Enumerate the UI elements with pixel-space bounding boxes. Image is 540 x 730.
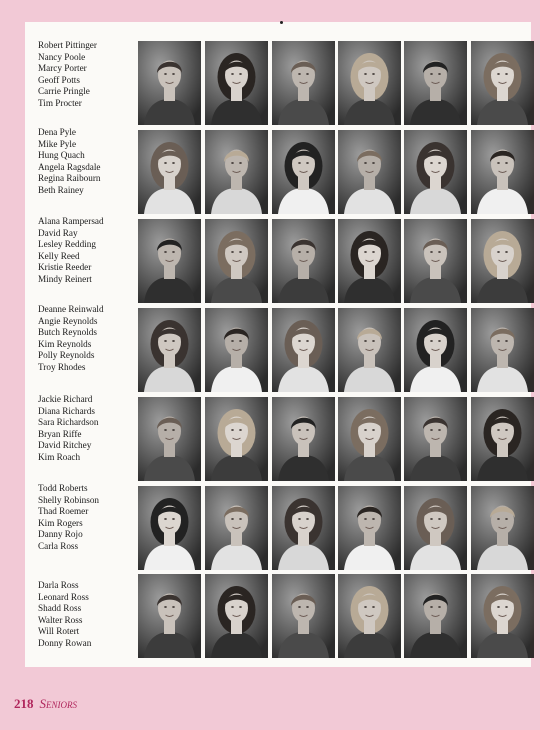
student-name: Mindy Reinert — [38, 273, 92, 284]
page-number: 218 — [14, 696, 34, 711]
portrait-photo — [404, 486, 467, 570]
portrait-photo — [471, 486, 534, 570]
student-name: Donny Rowan — [38, 637, 92, 648]
student-name: Darla Ross — [38, 580, 79, 590]
portrait-photo — [138, 574, 201, 658]
student-name: Kelly Reed — [38, 250, 80, 261]
student-name: Jackie Richard — [38, 394, 93, 404]
name-group-row-2 — [38, 127, 101, 197]
portrait-photo — [272, 219, 335, 303]
student-name: David Ray — [38, 227, 78, 238]
student-name: Walter Ross — [38, 614, 83, 625]
student-name: Nancy Poole — [38, 51, 86, 62]
student-name: Deanne Reinwald — [38, 304, 104, 314]
student-name: Butch Reynolds — [38, 327, 97, 338]
portrait-photo — [338, 574, 401, 658]
student-name: Tim Procter — [38, 97, 82, 108]
student-name: Geoff Potts — [38, 74, 80, 85]
portrait-photo — [272, 41, 335, 125]
student-name: Kim Reynolds — [38, 338, 92, 349]
student-name: Beth Rainey — [38, 184, 84, 195]
portrait-photo — [272, 486, 335, 570]
student-name: Kim Rogers — [38, 517, 83, 528]
portrait-photo — [138, 130, 201, 214]
student-name: Carla Ross — [38, 540, 79, 551]
portrait-photo — [471, 41, 534, 125]
student-name: Troy Rhodes — [38, 361, 86, 372]
portrait-photo — [205, 486, 268, 570]
portrait-photo — [471, 574, 534, 658]
portrait-photo — [404, 219, 467, 303]
student-name: Kristie Reeder — [38, 262, 92, 273]
name-group-row-4 — [38, 304, 104, 374]
name-group-row-3 — [38, 216, 104, 286]
name-group-row-7 — [38, 580, 91, 650]
student-name: Polly Reynolds — [38, 350, 95, 361]
portrait-photo — [471, 219, 534, 303]
student-name: Carrie Pringle — [38, 86, 90, 97]
portrait-photo — [205, 130, 268, 214]
portrait-photo — [138, 308, 201, 392]
name-group-row-6 — [38, 483, 99, 553]
student-name: Bryan Riffe — [38, 428, 82, 439]
student-name: Dena Pyle — [38, 127, 77, 137]
portrait-photo — [338, 397, 401, 481]
student-name: Leonard Ross — [38, 591, 89, 602]
student-name: Lesley Redding — [38, 239, 96, 250]
name-group-row-5 — [38, 394, 98, 464]
name-group-row-1 — [38, 40, 97, 110]
student-name: Kim Roach — [38, 451, 81, 462]
portrait-photo — [205, 574, 268, 658]
student-name: Thad Roemer — [38, 506, 89, 517]
portrait-photo — [471, 308, 534, 392]
student-name: Mike Pyle — [38, 138, 77, 149]
portrait-photo — [272, 308, 335, 392]
portrait-photo — [471, 130, 534, 214]
portrait-photo — [338, 130, 401, 214]
portrait-photo — [138, 397, 201, 481]
student-name: Angie Reynolds — [38, 315, 98, 326]
student-name: Robert Pittinger — [38, 40, 97, 50]
portrait-photo — [338, 41, 401, 125]
section-title: Seniors — [39, 696, 77, 711]
portrait-photo — [338, 219, 401, 303]
student-name: Shadd Ross — [38, 603, 82, 614]
portrait-photo — [205, 219, 268, 303]
portrait-photo — [404, 130, 467, 214]
portrait-photo — [138, 41, 201, 125]
portrait-photo — [138, 219, 201, 303]
portrait-photo — [205, 308, 268, 392]
student-name: Sara Richardson — [38, 417, 99, 428]
portrait-photo — [205, 397, 268, 481]
student-name: Angela Ragsdale — [38, 161, 101, 172]
student-name: Shelly Robinson — [38, 494, 100, 505]
page-footer — [14, 696, 77, 712]
student-name: Alana Rampersad — [38, 216, 104, 226]
student-name: Regina Raibourn — [38, 173, 101, 184]
portrait-photo — [338, 308, 401, 392]
student-name: David Ritchey — [38, 440, 92, 451]
student-name: Marcy Porter — [38, 63, 87, 74]
student-name: Danny Rojo — [38, 529, 83, 540]
student-name: Todd Roberts — [38, 483, 88, 493]
portrait-photo — [404, 397, 467, 481]
portrait-photo — [272, 397, 335, 481]
student-name: Hung Quach — [38, 150, 85, 161]
portrait-photo — [404, 574, 467, 658]
portrait-photo — [471, 397, 534, 481]
portrait-photo — [205, 41, 268, 125]
portrait-photo — [272, 130, 335, 214]
student-name: Diana Richards — [38, 405, 95, 416]
portrait-photo — [272, 574, 335, 658]
portrait-photo — [404, 41, 467, 125]
portrait-photo — [404, 308, 467, 392]
portrait-photo — [338, 486, 401, 570]
binding-mark — [280, 21, 283, 24]
portrait-photo — [138, 486, 201, 570]
student-name: Will Rotert — [38, 626, 80, 637]
